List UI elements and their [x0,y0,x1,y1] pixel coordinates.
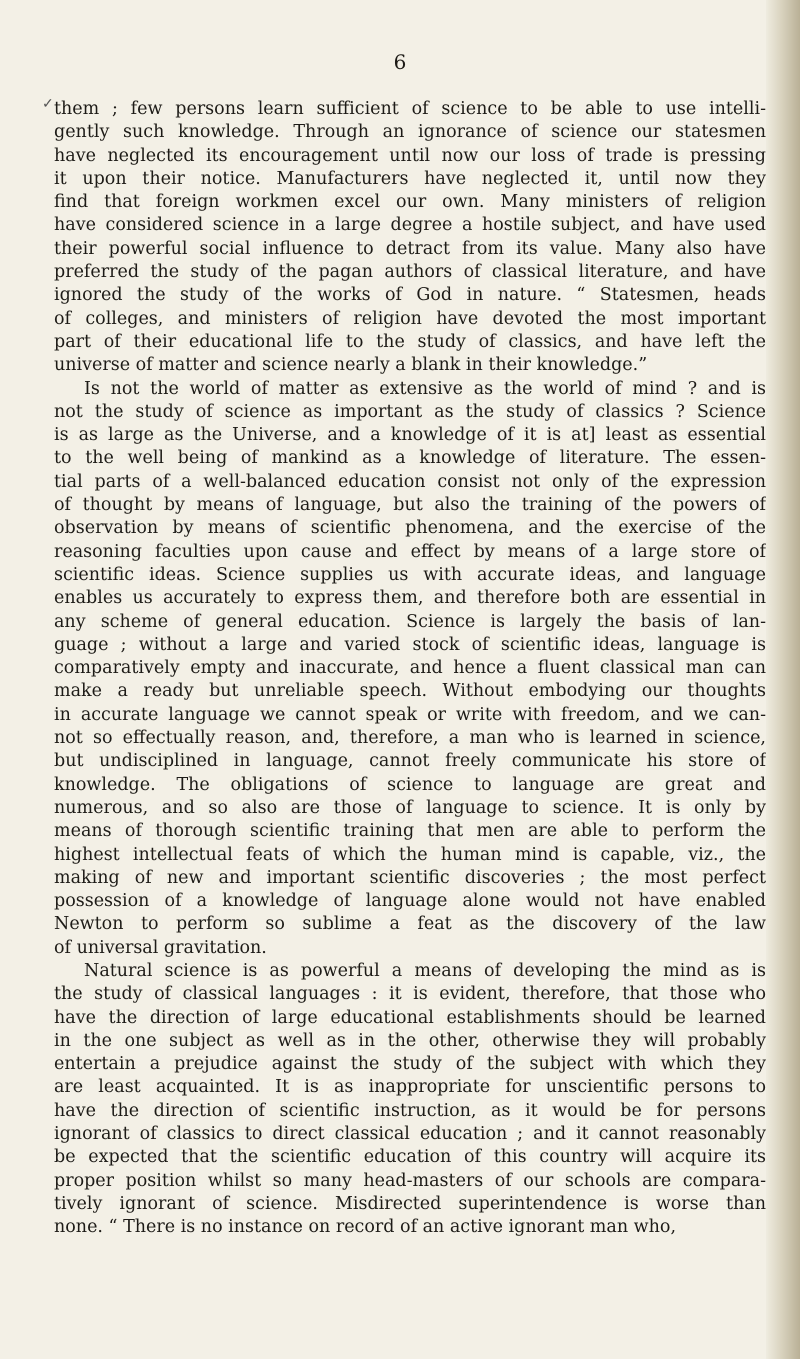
text-line: their powerful social influence to detract from its value. Many also have [54,238,766,259]
text-line: to the well being of mankind as a knowledge of literature. The essen- [54,448,766,469]
paragraph [54,960,766,1240]
text-line: reasoning faculties upon cause and effect by means of a large store of [54,541,766,562]
page-edge-shadow [766,0,800,1359]
text-line: but undisciplined in language, cannot freely communicate his store of [54,751,766,772]
text-line: scientific ideas. Science supplies us with accurate ideas, and language [54,564,766,585]
text-line: tively ignorant of science. Misdirected superintendence is worse than [54,1193,766,1214]
text-line: find that foreign workmen excel our own. Many ministers of religion [54,192,766,213]
text-line: are least acquainted. It is as inappropriate for unscientific persons to [54,1077,766,1098]
paragraph [54,98,766,378]
text-line: not so effectually reason, and, therefore, a man who is learned in science, [54,728,766,749]
text-line: entertain a prejudice against the study of the subject with which they [54,1054,766,1075]
text-line: Newton to perform so sublime a feat as the discovery of the law [54,914,766,935]
text-line: tial parts of a well-balanced education consist not only of the expression [54,471,766,492]
text-line: make a ready but unreliable speech. Without embodying our thoughts [54,681,766,702]
text-line: knowledge. The obligations of science to language are great and [54,774,766,795]
text-line: universe of matter and science nearly a blank in their knowledge.” [54,355,648,376]
text-line: ignored the study of the works of God in nature. “ Statesmen, heads [54,285,766,306]
body-text [54,98,766,1240]
text-line: of thought by means of language, but also the training of the powers of [54,495,766,516]
text-line: of colleges, and ministers of religion have devoted the most important [54,308,766,329]
text-line: have considered science in a large degree a hostile subject, and have used [54,215,766,236]
text-line: have the direction of scientific instruction, as it would be for persons [54,1100,766,1121]
text-line: be expected that the scientific education of this country will acquire its [54,1147,766,1168]
text-line: comparatively empty and inaccurate, and hence a fluent classical man can [54,658,766,679]
text-line: possession of a knowledge of language alone would not have enabled [54,891,766,912]
text-line: enables us accurately to express them, and therefore both are essential in [54,588,766,609]
text-line: preferred the study of the pagan authors of classical literature, and have [54,262,766,283]
text-line: the study of classical languages : it is evident, therefore, that those who [54,984,766,1005]
text-line: in accurate language we cannot speak or write with freedom, and we can- [54,704,766,725]
text-line: Natural science is as powerful a means of developing the mind as is [84,960,766,981]
text-line: have neglected its encouragement until now our loss of trade is pressing [54,145,766,166]
text-line: making of new and important scientific discoveries ; the most perfect [54,867,766,888]
text-line: ignorant of classics to direct classical education ; and it cannot reasonably [54,1124,766,1145]
text-line: of universal gravitation. [54,937,267,958]
text-line: highest intellectual feats of which the human mind is capable, viz., the [54,844,766,865]
text-line: in the one subject as well as in the other, otherwise they will probably [54,1030,766,1051]
text-line: have the direction of large educational establishments should be learned [54,1007,766,1028]
text-line: none. “ There is no instance on record of an active ignorant man who, [54,1217,677,1238]
text-line: observation by means of scientific phenomena, and the exercise of the [54,518,766,539]
text-line: it upon their notice. Manufacturers have neglected it, until now they [54,168,766,189]
text-line: numerous, and so also are those of language to science. It is only by [54,797,766,818]
text-line: guage ; without a large and varied stock of scientific ideas, language is [54,634,766,655]
text-line: them ; few persons learn sufficient of science to be able to use intelli- [54,99,766,119]
text-line: not the study of science as important as the study of classics ? Science [54,401,766,422]
page-number: 6 [393,50,407,74]
text-line: is as large as the Universe, and a knowledge of it is at] least as essential [54,425,766,446]
text-line: gently such knowledge. Through an ignorance of science our statesmen [54,122,766,143]
text-line: any scheme of general education. Science is largely the basis of lan- [54,611,766,632]
text-line: part of their educational life to the study of classics, and have left the [54,331,766,352]
text-line: means of thorough scientific training that men are able to perform the [54,821,766,842]
margin-tick-mark: ✓ [42,96,54,112]
paragraph [54,378,766,960]
text-line: proper position whilst so many head-masters of our schools are compara- [54,1170,766,1191]
text-line: Is not the world of matter as extensive as the world of mind ? and is [84,378,766,399]
